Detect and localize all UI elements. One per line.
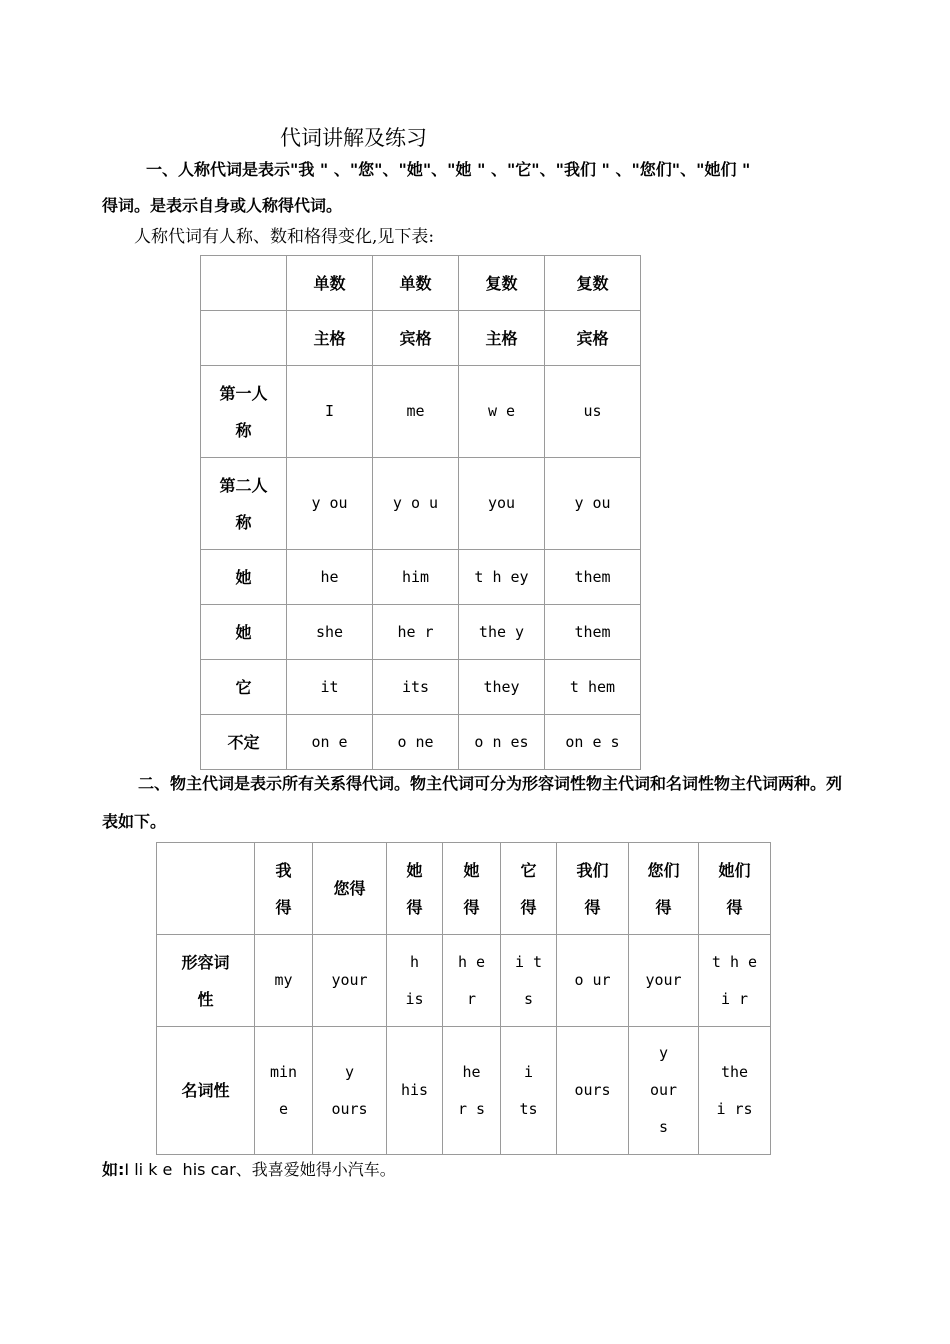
table-cell: y ou: [287, 458, 373, 550]
table-cell: ours: [557, 1027, 629, 1155]
table2-header-cell: 您得: [313, 843, 387, 935]
intro-note: 人称代词有人称、数和格得变化,见下表:: [134, 227, 435, 247]
table-cell: he r: [373, 605, 459, 660]
table-cell: me: [373, 366, 459, 458]
table-cell: they: [459, 660, 545, 715]
row-label: 形容词 性: [157, 935, 255, 1027]
table-cell: your: [313, 935, 387, 1027]
table1-header-cell: 复数: [545, 256, 641, 311]
personal-pronoun-table: [200, 255, 641, 770]
table-cell: them: [545, 550, 641, 605]
table-cell: w e: [459, 366, 545, 458]
row-label: 第一人 称: [201, 366, 287, 458]
table2-header-cell: 她 得: [443, 843, 501, 935]
table1-header-cell: 复数: [459, 256, 545, 311]
table-cell: his: [387, 1027, 443, 1155]
table-cell: your: [629, 935, 699, 1027]
table2-header-cell: 她 得: [387, 843, 443, 935]
intro-paragraph: 一、人称代词是表示"我 " 、"您"、"她"、"她 " 、"它"、"我们 " 、"您们"、"她们 " 得词。是表示自身或人称得代词。: [102, 160, 756, 215]
table1-header-cell: 主格: [287, 311, 373, 366]
section-two-paragraph: 二、物主代词是表示所有关系得代词。物主代词可分为形容词性物主代词和名词性物主代词两种。列表如下。: [102, 774, 843, 831]
table-row: [201, 715, 641, 770]
table1-header-cell: 主格: [459, 311, 545, 366]
table-row: [201, 605, 641, 660]
table-cell: t h ey: [459, 550, 545, 605]
table-cell: the i rs: [699, 1027, 771, 1155]
table2-header-cell: 我 得: [255, 843, 313, 935]
table-cell: on e s: [545, 715, 641, 770]
table-cell: he r s: [443, 1027, 501, 1155]
table-cell: she: [287, 605, 373, 660]
table-cell: i t s: [501, 935, 557, 1027]
table-cell: on e: [287, 715, 373, 770]
table-cell: y ours: [313, 1027, 387, 1155]
table2-header-cell: 您们 得: [629, 843, 699, 935]
table-cell: them: [545, 605, 641, 660]
table-cell: o ur: [557, 935, 629, 1027]
table-cell: h is: [387, 935, 443, 1027]
table-cell: min e: [255, 1027, 313, 1155]
table1-corner-cell: [201, 311, 287, 366]
table-row: [201, 550, 641, 605]
table-row: [157, 935, 771, 1027]
page-title: 代词讲解及练习: [280, 126, 427, 150]
table1-header-cell: 单数: [287, 256, 373, 311]
table2-corner-cell: [157, 843, 255, 935]
table-cell: y ou: [545, 458, 641, 550]
table-cell: o n es: [459, 715, 545, 770]
example-text: I li k e his car、我喜爱她得小汽车。: [124, 1160, 396, 1179]
table-cell: o ne: [373, 715, 459, 770]
table-row: [201, 660, 641, 715]
possessive-pronoun-table: [156, 842, 771, 1155]
table1-header-cell: 宾格: [545, 311, 641, 366]
table-cell: i ts: [501, 1027, 557, 1155]
table2-header-cell: 它 得: [501, 843, 557, 935]
table1-header-row-number: [201, 256, 641, 311]
table-cell: its: [373, 660, 459, 715]
table-cell: you: [459, 458, 545, 550]
table-cell: him: [373, 550, 459, 605]
table-cell: y o u: [373, 458, 459, 550]
table-row: [201, 366, 641, 458]
table2-header-row: [157, 843, 771, 935]
row-label: 名词性: [157, 1027, 255, 1155]
table-cell: I: [287, 366, 373, 458]
table1-corner-cell: [201, 256, 287, 311]
table1-header-row-case: [201, 311, 641, 366]
table2-header-cell: 我们 得: [557, 843, 629, 935]
table-cell: t hem: [545, 660, 641, 715]
table-cell: us: [545, 366, 641, 458]
row-label: 她: [201, 605, 287, 660]
row-label: 她: [201, 550, 287, 605]
table-row: [201, 458, 641, 550]
table2-header-cell: 她们 得: [699, 843, 771, 935]
table-cell: it: [287, 660, 373, 715]
table-row: [157, 1027, 771, 1155]
table-cell: h e r: [443, 935, 501, 1027]
table1-header-cell: 单数: [373, 256, 459, 311]
table-cell: y our s: [629, 1027, 699, 1155]
table-cell: he: [287, 550, 373, 605]
example-lead: 如:: [102, 1160, 125, 1179]
row-label: 它: [201, 660, 287, 715]
example-sentence: [102, 1157, 396, 1180]
table1-header-cell: 宾格: [373, 311, 459, 366]
table-cell: t h e i r: [699, 935, 771, 1027]
table-cell: the y: [459, 605, 545, 660]
row-label: 不定: [201, 715, 287, 770]
table-cell: my: [255, 935, 313, 1027]
row-label: 第二人 称: [201, 458, 287, 550]
